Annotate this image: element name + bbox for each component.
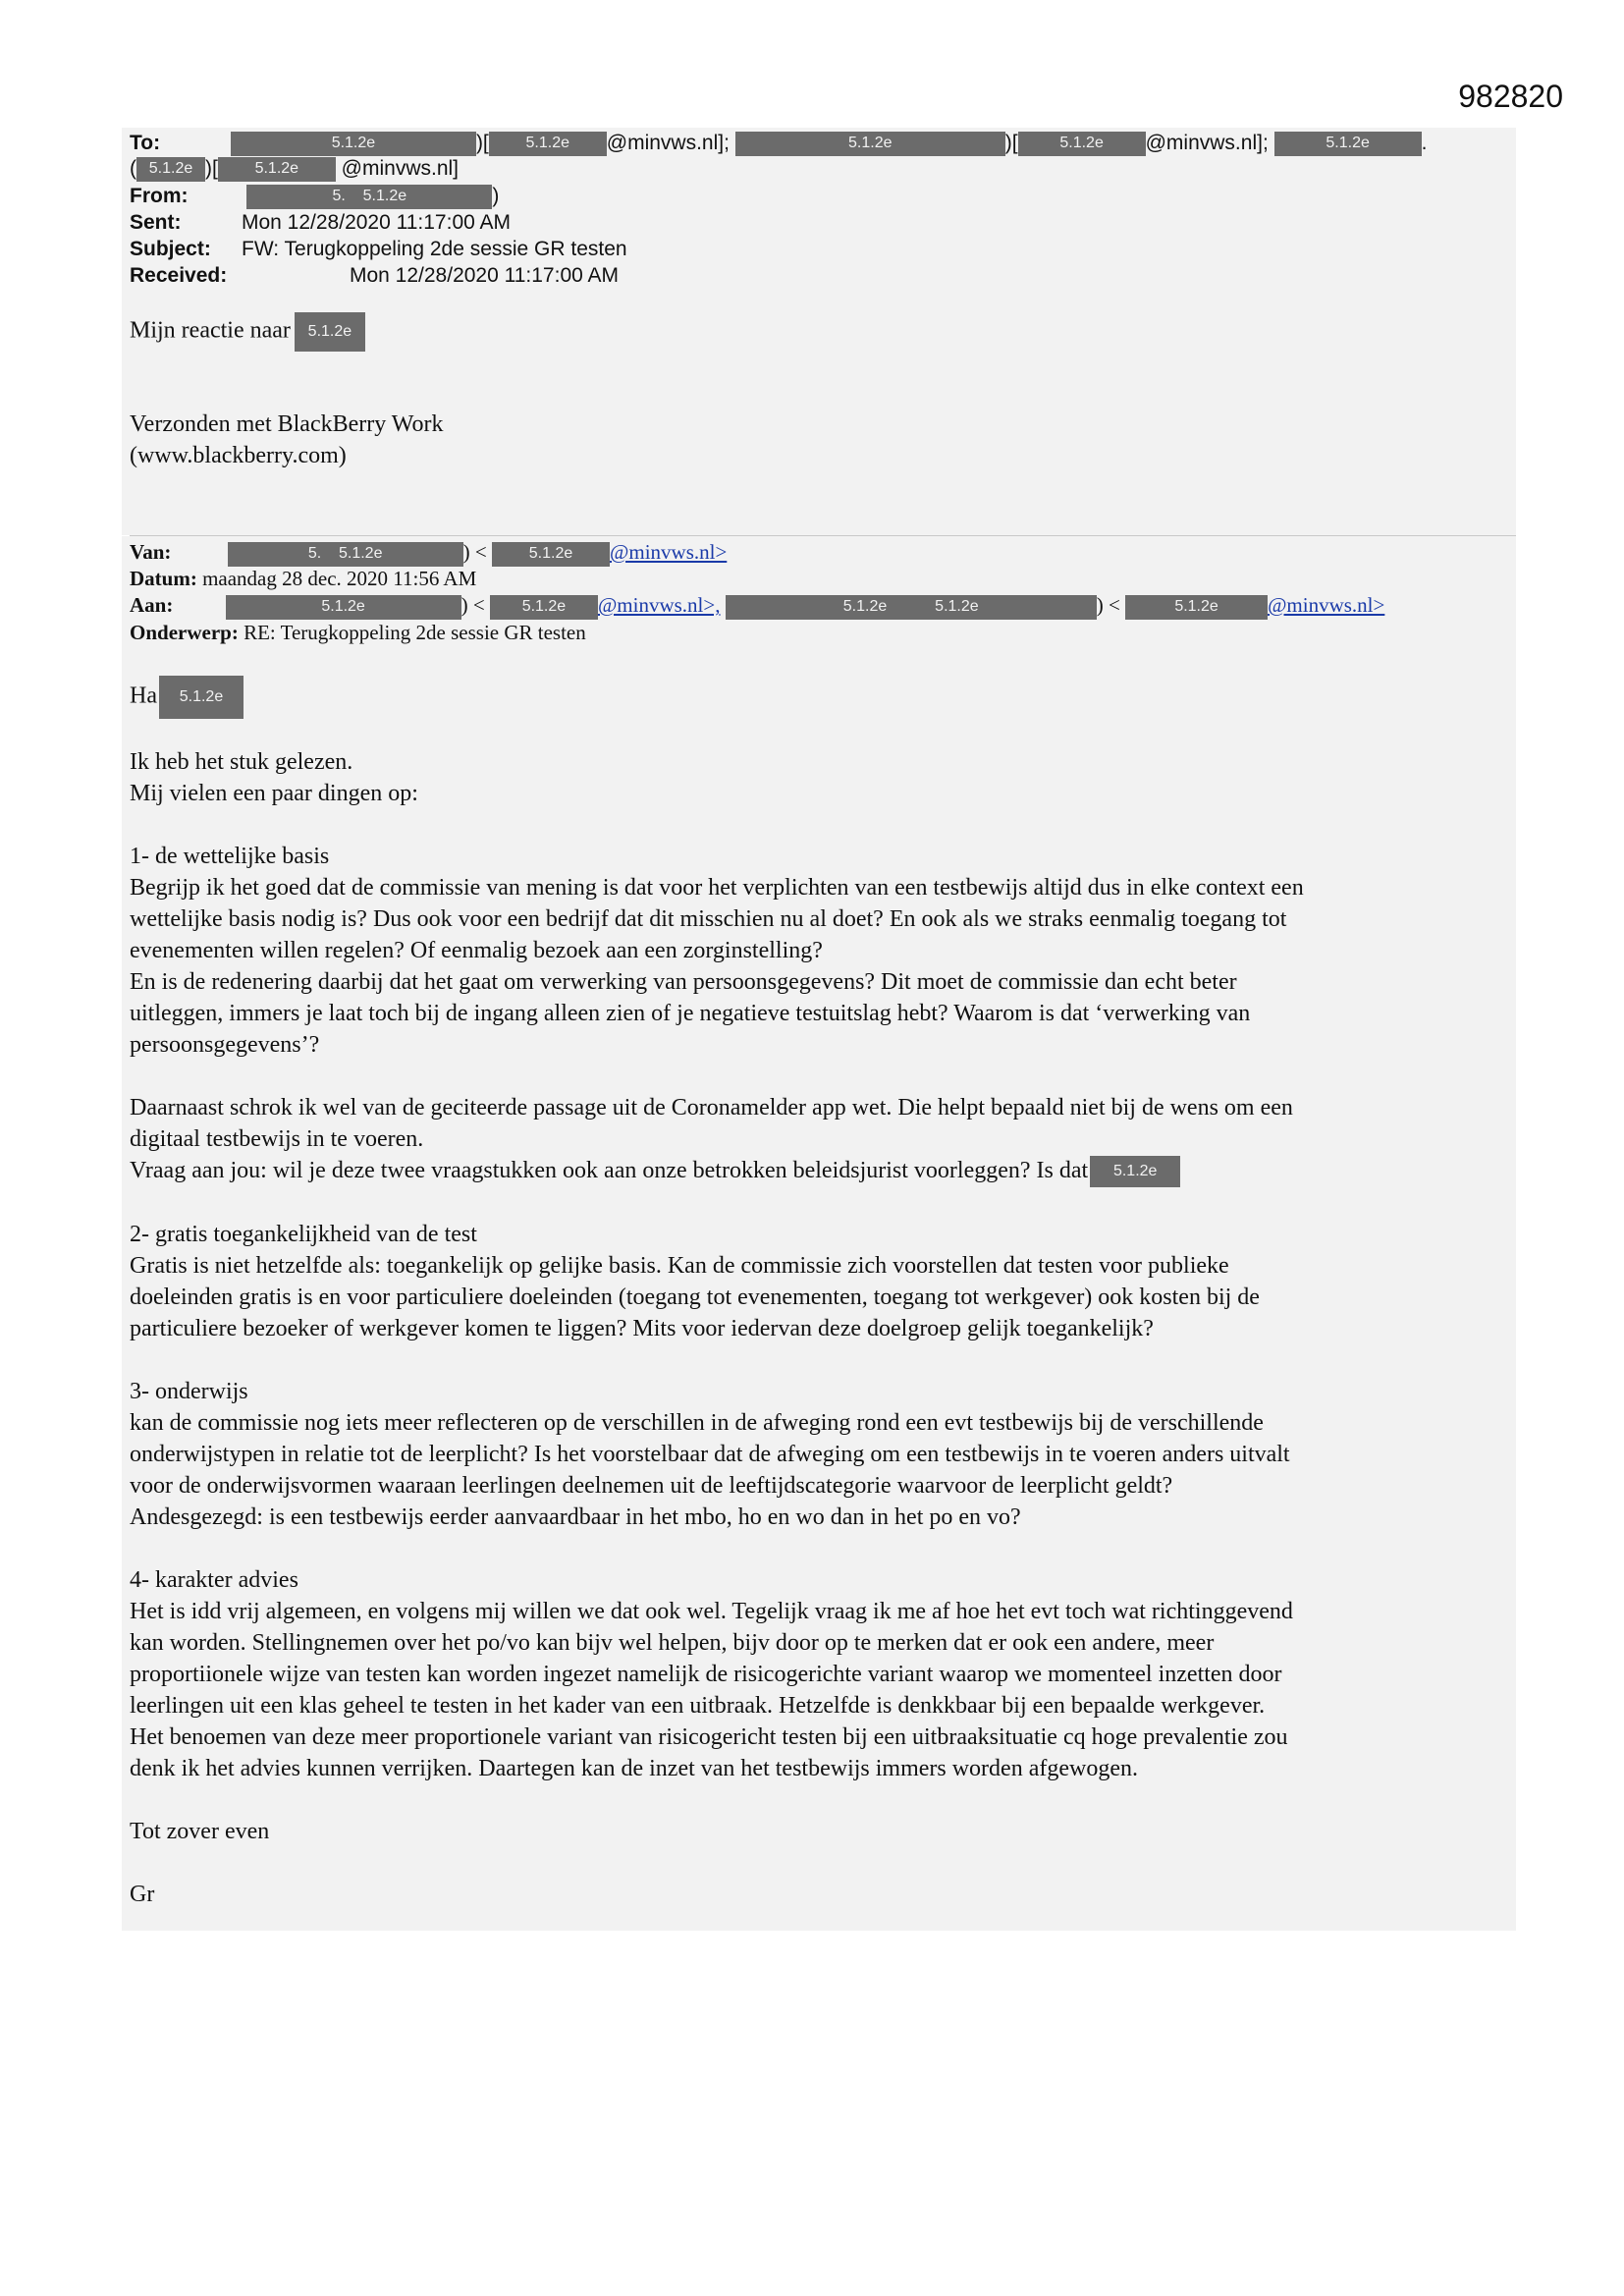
redaction-box: 5.1.2e (1125, 595, 1268, 620)
redaction-box: 5.1.2e (295, 312, 365, 352)
section-title: 2- gratis toegankelijkheid van de test (130, 1222, 477, 1248)
datum-label: Datum: (130, 567, 197, 590)
intro-line: Ik heb het stuk gelezen. (130, 749, 353, 775)
header-subject-row (130, 237, 627, 262)
header-sent-row (130, 210, 511, 236)
section-title: 4- karakter advies (130, 1567, 298, 1594)
received-label: Received: (130, 264, 228, 287)
body-line: uitleggen, immers je laat toch bij de ingang alleen zien of je negatieve testuitslag hebt? Waarom is dat ‘verwerking van (130, 1001, 1251, 1026)
body-line: particuliere bezoeker of werkgever komen te liggen? Mits voor iedervan deze doelgroep gelijk toegankelijk? (130, 1316, 1154, 1342)
to-label: To: (130, 132, 161, 154)
document-number: 982820 (1458, 79, 1563, 114)
header-to-row: To: 5.1.2e )[ 5.1.2e @minvws.nl]; 5.1.2e )[ 5.1.2e @minvws.nl]; 5.1.2e . (130, 132, 1428, 154)
aan-label: Aan: (130, 593, 174, 617)
body-line: onderwijstypen in relatie tot de leerplicht? Is het voorstelbaar dat de afweging om een testbewijs in te voeren anders uitvalt (130, 1442, 1290, 1468)
body-line: kan worden. Stellingnemen over het po/vo kan bijv wel helpen, bijv door op te merken dat er ook een andere, meer (130, 1630, 1215, 1657)
closing-line: Tot zover even (130, 1819, 270, 1845)
body-line: wettelijke basis nodig is? Dus ook voor een bedrijf dat dit misschien nu al doet? En ook als we straks eenmalig toegang tot (130, 906, 1287, 932)
onderwerp-label: Onderwerp: (130, 621, 239, 644)
redaction-box: 5.1.2e (231, 132, 476, 156)
body-line: voor de onderwijsvormen waaraan leerlingen deelnemen uit de leeftijdscategorie waarvoor de leerplicht geldt? (130, 1473, 1173, 1500)
top-message (130, 312, 1514, 352)
greeting (130, 676, 1514, 719)
body-line: leerlingen uit een klas geheel te testen in het kader van een uitbraak. Hetzelfde is denkkbaar bij een bepaalde werkgever. (130, 1693, 1266, 1720)
subject-label: Subject: (130, 238, 211, 260)
email-link[interactable]: @minvws.nl> (1268, 593, 1385, 617)
body-line: Andesgezegd: is een testbewijs eerder aanvaardbaar in het mbo, ho en wo dan in het po en vo? (130, 1504, 1021, 1531)
message-body (130, 746, 1514, 1910)
body-line: Het is idd vrij algemeen, en volgens mij willen we dat ook wel. Tegelijk vraag ik me af hoe het evt toch wat richtinggevend (130, 1599, 1293, 1625)
orig-aan-row: Aan: 5.1.2e ) < 5.1.2e @minvws.nl>, 5.1.2e 5.1.2e ) < 5.1.2e @minvws.nl> (130, 592, 1384, 620)
redaction-box: 5.1.2e (226, 595, 461, 620)
from-label: From: (130, 185, 189, 207)
body-line: evenementen willen regelen? Of eenmalig bezoek aan een zorginstelling? (130, 938, 823, 963)
greeting-text: Ha (130, 683, 157, 709)
datum-value: maandag 28 dec. 2020 11:56 AM (202, 567, 477, 590)
header-from-row: From: 5. 5.1.2e ) (130, 185, 500, 207)
redaction-box: 5.1.2e (136, 157, 205, 182)
header-received-row (130, 263, 619, 289)
header-to-row-2: ( 5.1.2e )[ 5.1.2e @minvws.nl] (130, 157, 460, 180)
body-line: Begrijp ik het goed dat de commissie van mening is dat voor het verplichten van een testbewijs altijd dus in elke context een (130, 875, 1304, 901)
redaction-box: 5. 5.1.2e (246, 185, 492, 209)
orig-onderwerp-row (130, 620, 586, 645)
email-link[interactable]: @minvws.nl> (610, 540, 728, 564)
body-line: proportiionele wijze van testen kan worden ingezet namelijk de risicogerichte variant waarop we momenteel inzetten door (130, 1662, 1282, 1688)
orig-van-row: Van: 5. 5.1.2e ) < 5.1.2e @minvws.nl> (130, 539, 727, 567)
signature (130, 409, 1514, 471)
body-line: denk ik het advies kunnen verrijken. Daartegen kan de inzet van het testbewijs immers worden afgewogen. (130, 1756, 1138, 1782)
body-line: Daarnaast schrok ik wel van de geciteerde passage uit de Coronamelder app wet. Die helpt bepaald niet bij de wens om een (130, 1095, 1293, 1121)
redaction-box: 5.1.2e (492, 542, 610, 567)
received-value: Mon 12/28/2020 11:17:00 AM (350, 264, 619, 287)
to-domain-1: @minvws.nl]; (606, 132, 730, 154)
intro-line: Mij vielen een paar dingen op: (130, 781, 418, 806)
message-divider (130, 535, 1516, 536)
body-line: En is de redenering daarbij dat het gaat om verwerking van persoonsgegevens? Dit moet de commissie dan echt beter (130, 969, 1237, 995)
to-domain-3: @minvws.nl] (341, 157, 460, 180)
email-link[interactable]: @minvws.nl>, (597, 593, 721, 617)
redaction-box: 5.1.2e (159, 676, 244, 719)
redaction-box: 5.1.2e (489, 132, 607, 156)
body-line: Vraag aan jou: wil je deze twee vraagstukken ook aan onze betrokken beleidsjurist voorleggen? Is dat (130, 1158, 1089, 1183)
van-label: Van: (130, 540, 172, 564)
sign-off: Gr (130, 1882, 155, 1908)
signature-line-2: (www.blackberry.com) (130, 443, 347, 468)
redaction-box: 5.1.2e 5.1.2e (726, 595, 1097, 620)
body-line: kan de commissie nog iets meer reflecteren op de verschillen in de afweging rond een evt testbewijs bij de verschillende (130, 1410, 1264, 1437)
sent-value: Mon 12/28/2020 11:17:00 AM (242, 211, 511, 234)
orig-datum-row (130, 566, 476, 591)
body-line: Gratis is niet hetzelfde als: toegankelijk op gelijke basis. Kan de commissie zich voorstellen dat testen voor publieke (130, 1253, 1229, 1280)
redaction-box: 5.1.2e (1274, 132, 1422, 156)
redaction-box: 5.1.2e (1090, 1156, 1180, 1187)
body-line: persoonsgegevens’? (130, 1032, 320, 1058)
reply-line: Mijn reactie naar (130, 317, 291, 344)
to-domain-2: @minvws.nl]; (1145, 132, 1269, 154)
sent-label: Sent: (130, 211, 182, 234)
onderwerp-value: RE: Terugkoppeling 2de sessie GR testen (244, 621, 586, 644)
redaction-box: 5. 5.1.2e (228, 542, 463, 567)
body-line: digitaal testbewijs in te voeren. (130, 1126, 424, 1152)
redaction-box: 5.1.2e (218, 157, 336, 182)
redaction-box: 5.1.2e (490, 595, 598, 620)
body-line: doeleinden gratis is en voor particuliere doeleinden (toegang tot evenementen, toegang tot werkgever) ook kosten bij de (130, 1285, 1260, 1311)
signature-line-1: Verzonden met BlackBerry Work (130, 411, 444, 437)
section-title: 3- onderwijs (130, 1379, 248, 1405)
body-line: Het benoemen van deze meer proportionele variant van risicogericht testen bij een uitbraaksituatie cq hoge prevalentie zou (130, 1724, 1288, 1751)
redaction-box: 5.1.2e (735, 132, 1005, 156)
redaction-box: 5.1.2e (1018, 132, 1146, 156)
subject-value: FW: Terugkoppeling 2de sessie GR testen (242, 238, 627, 260)
section-title: 1- de wettelijke basis (130, 844, 330, 869)
